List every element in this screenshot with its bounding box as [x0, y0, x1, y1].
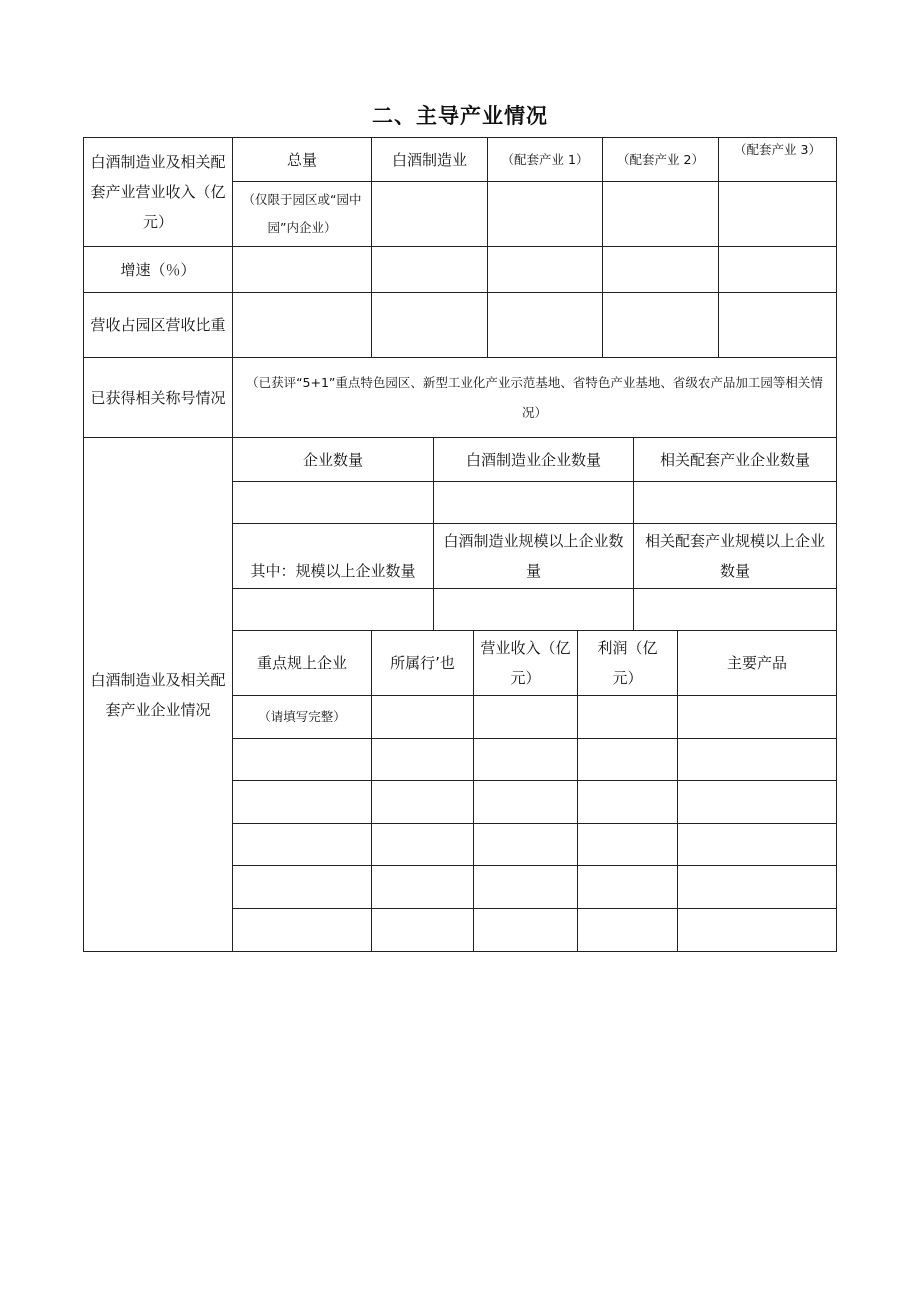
industry-input-1[interactable]	[372, 696, 473, 738]
col-support2-header: （配套产业 2）	[617, 151, 704, 167]
revenue-support2-input[interactable]	[603, 182, 718, 246]
share-baijiu-input[interactable]	[372, 293, 487, 357]
baijiu-count-header: 白酒制造业企业数量	[465, 450, 601, 469]
profit-input-3[interactable]	[578, 781, 677, 823]
main-product-input-5[interactable]	[678, 866, 836, 908]
industry-input-5[interactable]	[372, 866, 473, 908]
support-above-scale-header: 相关配套产业规模以上企业数量	[644, 532, 825, 580]
support-count-header: 相关配套产业企业数量	[659, 450, 810, 469]
main-product-header: 主要产品	[726, 654, 787, 672]
profit-input-2[interactable]	[578, 739, 677, 780]
col-support3-header: （配套产业 3）	[734, 142, 821, 157]
enterprise-row-label: 白酒制造业及相关配套产业企业情况	[90, 670, 226, 719]
industry-input-2[interactable]	[372, 739, 473, 780]
key-enterprise-input-5[interactable]	[233, 866, 371, 908]
baijiu-above-scale-input[interactable]	[434, 589, 633, 630]
revenue-input-6[interactable]	[474, 909, 577, 951]
key-enterprise-input-1[interactable]: （请填写完整）	[258, 709, 346, 724]
profit-input-4[interactable]	[578, 824, 677, 865]
revenue-support1-input[interactable]	[488, 182, 602, 246]
growth-support2-input[interactable]	[603, 247, 718, 292]
profit-input-5[interactable]	[578, 866, 677, 908]
growth-support3-input[interactable]	[719, 247, 836, 292]
industry-input-4[interactable]	[372, 824, 473, 865]
growth-label: 增速（％）	[120, 260, 196, 279]
share-support2-input[interactable]	[603, 293, 718, 357]
revenue-baijiu-input[interactable]	[372, 182, 487, 246]
revenue-input-5[interactable]	[474, 866, 577, 908]
profit-header: 利润（亿元）	[597, 639, 658, 687]
main-product-input-6[interactable]	[678, 909, 836, 951]
revenue-input-4[interactable]	[474, 824, 577, 865]
col-support1-header: （配套产业 1）	[501, 151, 589, 167]
main-product-input-1[interactable]	[678, 696, 836, 738]
support-count-input[interactable]	[634, 482, 836, 523]
page-title: 二、主导产业情况	[372, 104, 548, 128]
share-support1-input[interactable]	[488, 293, 602, 357]
key-enterprise-header: 重点规上企业	[256, 654, 347, 672]
key-enterprise-input-2[interactable]	[233, 739, 371, 780]
main-product-input-2[interactable]	[678, 739, 836, 780]
industry-input-6[interactable]	[372, 909, 473, 951]
revenue-input-1[interactable]	[474, 696, 577, 738]
col-baijiu-header: 白酒制造业	[391, 150, 467, 169]
revenue-input-2[interactable]	[474, 739, 577, 780]
industry-header: 所属行’也	[390, 654, 455, 672]
baijiu-count-input[interactable]	[434, 482, 633, 523]
titles-note[interactable]: （已获评“5+1”重点特色园区、新型工业化产业示范基地、省特色产业基地、省级农产品加工园等相关情况）	[246, 374, 823, 420]
revenue-support3-input[interactable]	[719, 182, 836, 246]
growth-total-input[interactable]	[233, 247, 371, 292]
titles-label: 已获得相关称号情况	[90, 388, 226, 407]
above-scale-count-input[interactable]	[233, 589, 433, 630]
key-enterprise-input-6[interactable]	[233, 909, 371, 951]
main-product-input-3[interactable]	[678, 781, 836, 823]
industry-input-3[interactable]	[372, 781, 473, 823]
col-total-header: 总量	[286, 150, 317, 169]
enterprise-count-header: 企业数量	[302, 450, 363, 469]
profit-input-1[interactable]	[578, 696, 677, 738]
share-support3-input[interactable]	[719, 293, 836, 357]
growth-baijiu-input[interactable]	[372, 247, 487, 292]
revenue-input-3[interactable]	[474, 781, 577, 823]
scope-note: （仅限于园区或“园中园”内企业）	[242, 192, 362, 235]
revenue-header: 营业收入（亿元）	[480, 639, 571, 687]
key-enterprise-input-4[interactable]	[233, 824, 371, 865]
share-total-input[interactable]	[233, 293, 371, 357]
baijiu-above-scale-header: 白酒制造业规模以上企业数量	[443, 532, 624, 580]
support-above-scale-input[interactable]	[634, 589, 836, 630]
share-label: 营收占园区营收比重	[90, 316, 226, 334]
profit-input-6[interactable]	[578, 909, 677, 951]
key-enterprise-input-3[interactable]	[233, 781, 371, 823]
growth-support1-input[interactable]	[488, 247, 602, 292]
revenue-row-label: 白酒制造业及相关配套产业营业收入（亿元）	[90, 153, 226, 231]
main-product-input-4[interactable]	[678, 824, 836, 865]
enterprise-count-input[interactable]	[233, 482, 433, 523]
above-scale-count-header: 其中：规模以上企业数量	[250, 562, 416, 580]
